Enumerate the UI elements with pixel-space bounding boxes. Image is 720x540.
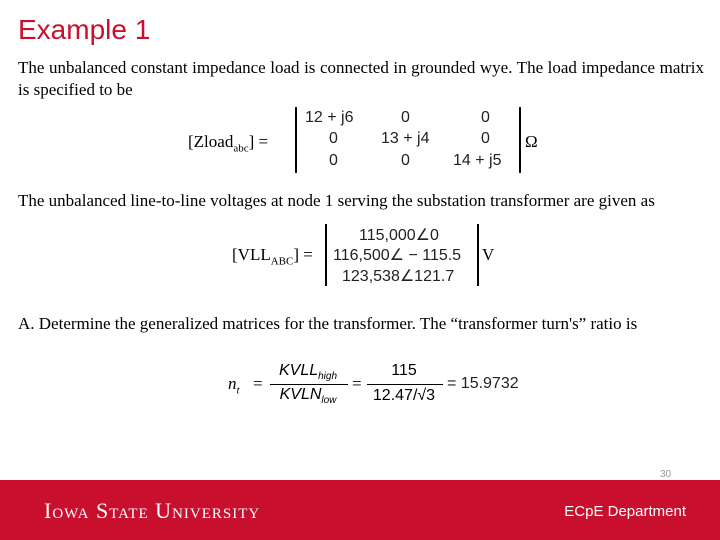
eq3-fraction-bar-1 — [270, 384, 348, 385]
eq2-lhs-end: ] = — [293, 245, 313, 264]
zload-r3c1: 0 — [329, 152, 338, 169]
department-label: ECpE Department — [564, 503, 686, 520]
zload-r1c2: 0 — [401, 109, 410, 126]
university-logo: Iowa State University — [44, 498, 261, 523]
eq3-equals-1: = — [253, 374, 263, 393]
zload-r2c2: 13 + j4 — [381, 130, 430, 147]
eq1-lhs-end: ] = — [248, 132, 269, 151]
zload-r3c2: 0 — [401, 152, 410, 169]
eq3-equals-2: = — [352, 374, 362, 393]
eq3-den2: 12.47/√3 — [372, 387, 436, 404]
paragraph-load-description: The unbalanced constant impedance load is connected in grounded wye. The load impedance matrix is specified to be — [18, 58, 704, 99]
eq3-num2: 115 — [391, 362, 417, 379]
eq3-num1: KVLL — [278, 362, 319, 379]
paragraph-turns-ratio: A. Determine the generalized matrices for the transformer. The “transformer turn's” ratio is — [18, 314, 638, 333]
vll-row1: 115,000∠0 — [359, 227, 439, 244]
page-number: 30 — [660, 469, 672, 480]
eq2-lhs: [VLL — [232, 245, 271, 264]
zload-matrix — [295, 107, 521, 173]
slide-title: Example 1 — [18, 14, 151, 45]
eq3-fraction-bar-2 — [367, 384, 443, 385]
zload-r2c1: 0 — [329, 130, 338, 147]
eq3-lhs: n — [228, 374, 237, 393]
vll-vector — [325, 224, 479, 286]
eq3-result: = 15.9732 — [447, 375, 519, 392]
zload-r2c3: 0 — [481, 130, 490, 147]
paragraph-voltage-description: The unbalanced line-to-line voltages at node 1 serving the substation transformer are given as — [18, 191, 655, 210]
eq3-lhs-sub: t — [236, 384, 240, 397]
eq2-lhs-sub: ABC — [270, 255, 294, 268]
zload-r3c3: 14 + j5 — [453, 152, 502, 169]
zload-r1c1: 12 + j6 — [305, 109, 354, 126]
eq3-num1-sub: high — [318, 371, 338, 383]
vll-row2: 116,500∠ − 115.5 — [333, 247, 462, 264]
eq3-den1: KVLN — [279, 386, 322, 403]
vll-row3: 123,538∠121.7 — [342, 268, 455, 285]
zload-r1c3: 0 — [481, 109, 490, 126]
eq1-lhs-sub: abc — [233, 142, 249, 155]
eq1-unit: Ω — [525, 132, 538, 151]
eq1-lhs: [Zload — [188, 132, 234, 151]
eq2-unit: V — [482, 245, 495, 264]
eq3-den1-sub: low — [321, 395, 337, 407]
